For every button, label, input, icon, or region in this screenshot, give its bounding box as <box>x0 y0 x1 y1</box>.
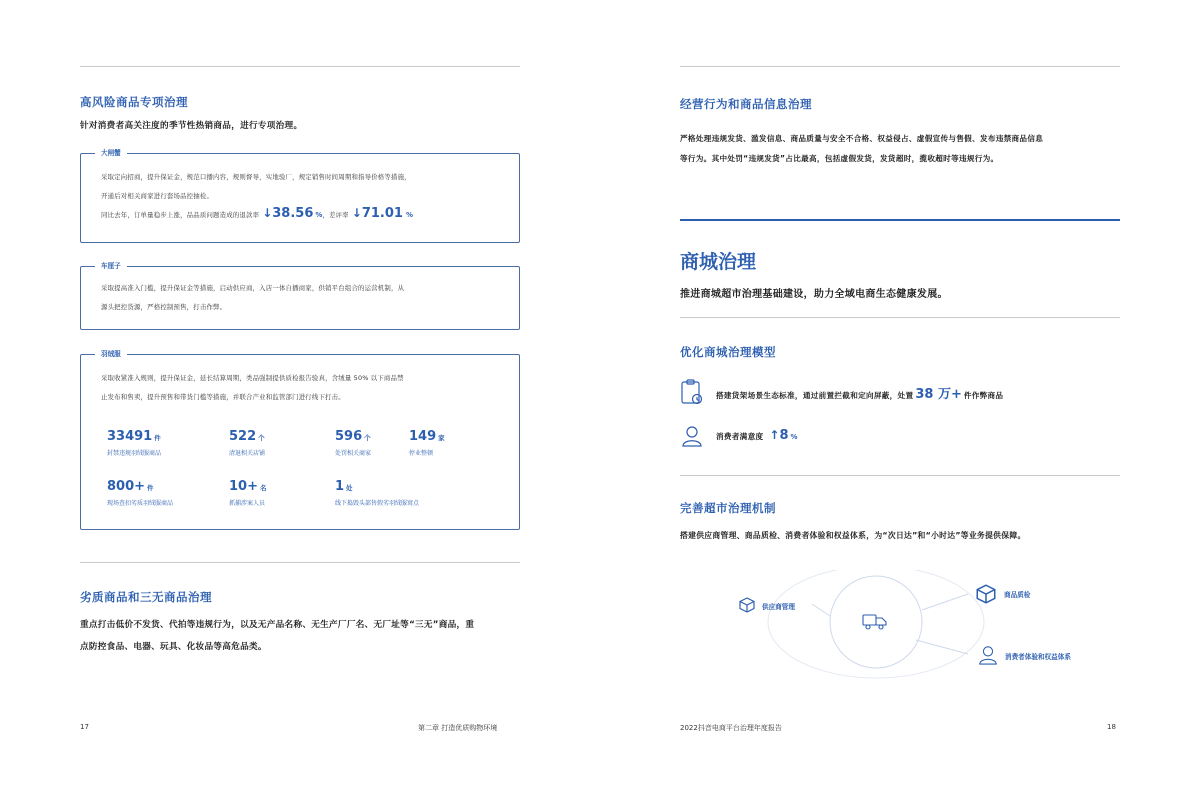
stat-unit: 件 <box>154 434 161 442</box>
satisfaction-arrow-up-icon: ↑ <box>769 428 780 442</box>
cherry-tag: 车厘子 <box>95 260 127 270</box>
top-rule-left <box>80 66 520 67</box>
inferior-goods-line-2: 点防控食品、电器、玩具、化妆品等高危品类。 <box>80 642 267 652</box>
cherry-box <box>80 262 520 330</box>
crab-arrow-down-icon: ↓ <box>262 206 273 220</box>
stat-unit: 个 <box>258 434 265 442</box>
stat-unit: 件 <box>147 484 154 492</box>
node-supplier-label: 供应商管理 <box>762 603 795 611</box>
mechanism-diagram <box>730 570 1110 690</box>
business-behavior-line-2: 等行为。其中处罚“违规发货”占比最高，包括虚假发货，发货超时，揽收超时等违规行为。 <box>680 154 999 163</box>
crab-review-pct: % <box>405 211 413 219</box>
cherry-line-1: 采取提高准入门槛，提升保证金等措施，启动供应商，入店一体自播商家，供销平台组合的运营机制，从 <box>101 284 405 292</box>
stat-unit: 名 <box>259 484 267 492</box>
model-rule <box>680 475 1120 476</box>
mechanism-text: 搭建供应商管理、商品质检、消费者体验和权益体系，为“次日达”和“小时达”等业务提供保障。 <box>680 531 1026 540</box>
stat-number: 596 <box>335 429 363 444</box>
stat-item <box>335 425 371 457</box>
page-number-right: 18 <box>1107 723 1116 731</box>
stat-label: 线下捣毁头部售假劣羽绒服窝点 <box>335 500 420 507</box>
crab-refund-pct: % <box>315 211 323 219</box>
section-title-high-risk: 高风险商品专项治理 <box>80 95 188 109</box>
mall-blue-rule <box>680 219 1120 221</box>
page-number-left: 17 <box>80 723 89 731</box>
stat-item <box>107 475 173 507</box>
model-item-1 <box>716 383 1003 403</box>
inferior-goods-line-1: 重点打击低价不发货、代拍等违规行为，以及无产品名称、无生产厂厂名、无厂址等“三无”商品，重 <box>80 620 475 630</box>
user-icon <box>681 425 703 451</box>
model-item-1-suffix: 件作弊商品 <box>963 391 1004 400</box>
down-jacket-line-1: 采取收紧准入规则，提升保证金，延长结算周期，类品强制提供质检报告验真，含绒量 50% 以下商品禁 <box>101 374 404 382</box>
stat-unit: 家 <box>438 434 445 442</box>
stat-number: 33491 <box>107 429 153 444</box>
stat-number: 1 <box>335 479 345 494</box>
crab-review-value: 71.01 <box>361 206 403 221</box>
clipboard-icon <box>680 378 704 410</box>
stat-item <box>409 425 445 457</box>
user-icon-consumer <box>978 645 998 669</box>
top-rule-right <box>680 66 1120 67</box>
stat-label: 处罚相关商家 <box>335 450 372 457</box>
business-behavior-line-1: 严格处理违规发货、滥发信息、商品质量与安全不合格、权益侵占、虚假宣传与售假、发布违禁商品信息 <box>680 134 1044 143</box>
stat-label: 封禁违规羽绒服商品 <box>107 450 162 457</box>
node-quality-label: 商品质检 <box>1004 591 1031 599</box>
satisfaction-value: 8 <box>779 428 789 443</box>
stat-label: 现场查扣劣质羽绒服商品 <box>107 500 174 507</box>
section-title-business-behavior: 经营行为和商品信息治理 <box>680 97 812 111</box>
box-icon-quality <box>976 584 996 608</box>
section-title-mechanism: 完善超市治理机制 <box>680 501 776 515</box>
mall-title: 商城治理 <box>680 251 757 273</box>
down-jacket-line-2: 止发布和售卖，提升预售和带货门槛等措施，并联合产业和监管部门进行线下打击。 <box>101 393 345 401</box>
connector-left <box>812 604 830 616</box>
crab-tag: 大闸蟹 <box>95 147 127 157</box>
report-title-footer: 2022抖音电商平台治理年度报告 <box>680 724 782 732</box>
satisfaction-pct: % <box>790 433 798 441</box>
crab-refund-value: 38.56 <box>272 206 314 221</box>
satisfaction-label: 消费者满意度 <box>716 432 764 441</box>
stat-item <box>229 425 265 457</box>
mall-subtitle: 推进商城超市治理基础建设，助力全域电商生态健康发展。 <box>680 289 948 300</box>
stat-item <box>229 475 266 507</box>
stat-number: 149 <box>409 429 437 444</box>
connector-top-right <box>922 594 968 610</box>
crab-stat-mid: ，差评率 <box>322 211 349 219</box>
stat-label: 停业整顿 <box>409 450 434 457</box>
stat-item <box>335 475 419 507</box>
section-title-model: 优化商城治理模型 <box>680 345 776 359</box>
down-jacket-tag: 羽绒服 <box>95 348 127 358</box>
chapter-title-footer: 第二章 打造优质购物环境 <box>418 724 498 732</box>
model-item-2 <box>716 428 798 444</box>
stat-label: 抓捕涉案人员 <box>229 500 266 507</box>
crab-arrow-down-icon-2: ↓ <box>351 206 362 220</box>
stat-number: 10+ <box>229 479 258 494</box>
mid-rule-left <box>80 562 520 563</box>
stat-unit: 处 <box>346 484 353 492</box>
mall-rule <box>680 317 1120 318</box>
box-icon-supplier <box>739 597 755 617</box>
crab-stat-line <box>101 206 413 225</box>
model-item-1-text: 搭建货架场景生态标准，通过前置拦截和定向屏蔽，处置 <box>716 391 914 400</box>
connector-bottom-right <box>916 640 968 654</box>
stat-number: 522 <box>229 429 257 444</box>
crab-stat-text: 同比去年，订单量稳步上涨，品品质问题造成的退款率 <box>101 211 260 219</box>
model-item-1-number: 38 万+ <box>915 387 962 402</box>
node-consumer-label: 消费者体验和权益体系 <box>1005 653 1071 661</box>
stat-label: 清退相关店铺 <box>229 450 266 457</box>
cherry-line-2: 源头把控货源，严格控制预售，打击作弊。 <box>101 303 227 311</box>
section-intro-high-risk: 针对消费者高关注度的季节性热销商品，进行专项治理。 <box>80 121 303 131</box>
section-title-inferior-goods: 劣质商品和三无商品治理 <box>80 590 212 604</box>
crab-box <box>80 149 520 243</box>
crab-line-1: 采取定向招商，提升保证金，规范口播内容，规则督导，实地验厂，规定销售时间周期和指导价格等措施， <box>101 173 411 181</box>
crab-line-2: 开通后对相关商家进行套场品控抽检。 <box>101 192 214 200</box>
stat-item <box>107 425 161 457</box>
stat-unit: 个 <box>364 434 371 442</box>
down-jacket-box <box>80 350 520 530</box>
stat-number: 800+ <box>107 479 146 494</box>
